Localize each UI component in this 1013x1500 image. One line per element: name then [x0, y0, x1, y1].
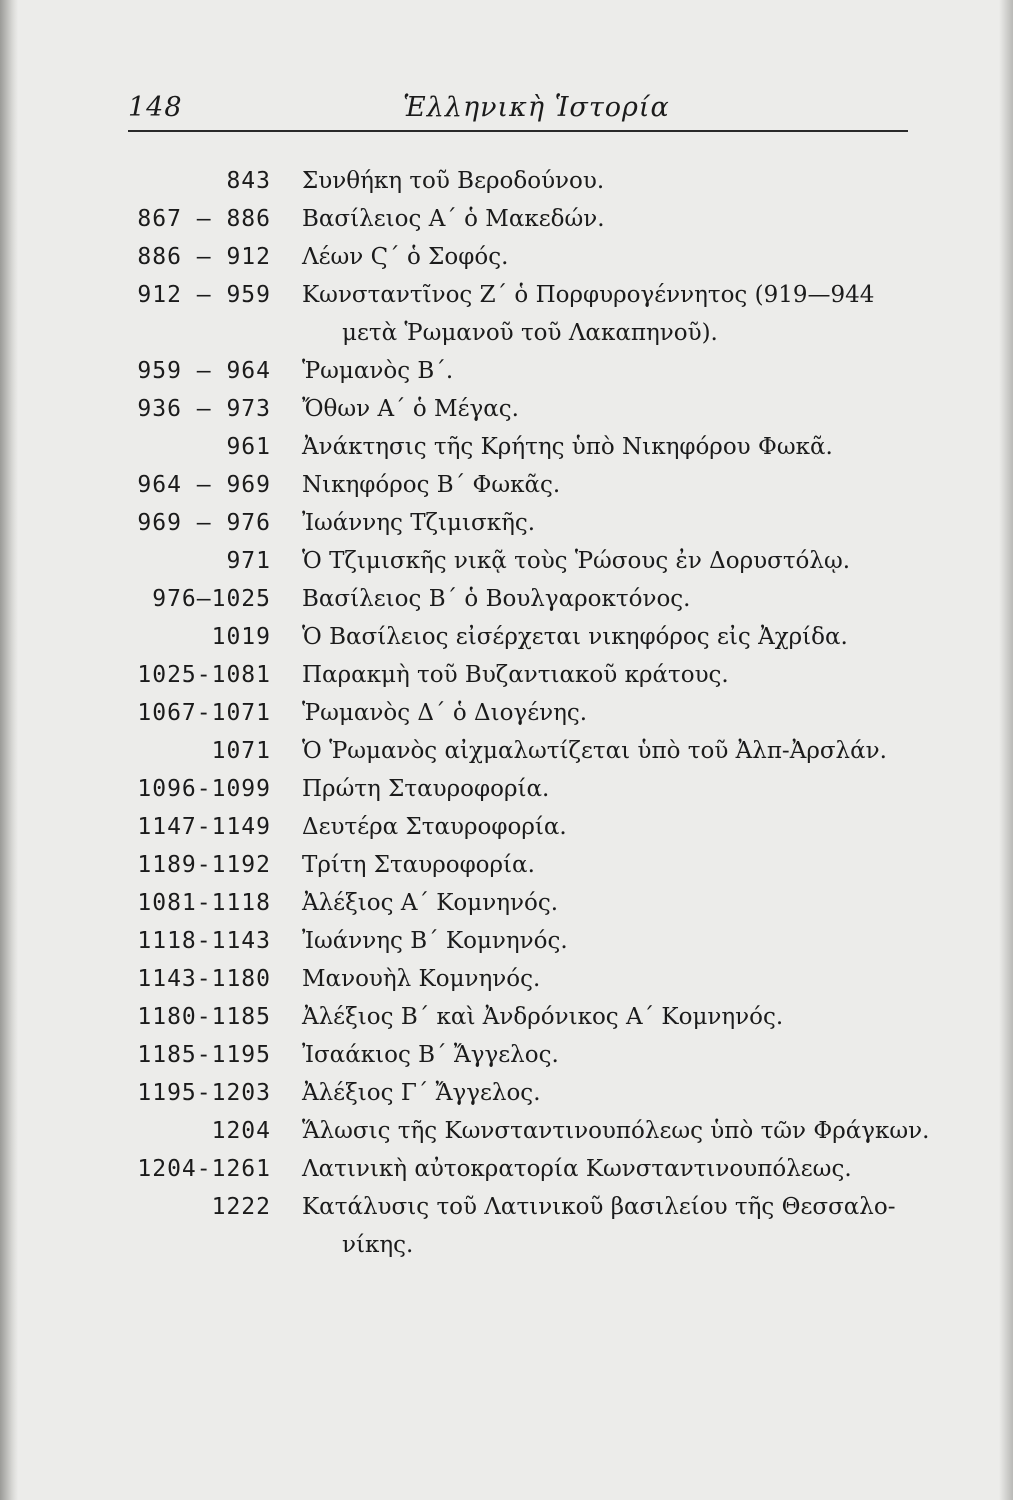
entry-text: Πρώτη Σταυροφορία. [302, 776, 550, 802]
entry-text: Ἀλέξιος Β΄ καὶ Ἀνδρόνικος Α΄ Κομνηνός. [302, 1004, 784, 1030]
chronology-entry [0, 846, 1013, 884]
entry-date: 936 — 973 [137, 396, 271, 422]
entry-date: 1185-1195 [137, 1042, 271, 1068]
chronology-entry [0, 276, 1013, 352]
chronology-entry [0, 960, 1013, 998]
chronology-entry [0, 1036, 1013, 1074]
entry-date: 1204-1261 [137, 1156, 271, 1182]
entry-date: 1081-1118 [137, 890, 271, 916]
entry-text: Ἅλωσις τῆς Κωνσταντινουπόλεως ὑπὸ τῶν Φράγκων. [302, 1118, 930, 1144]
entry-date: 961 [226, 434, 271, 460]
chronology-entry [0, 352, 1013, 390]
chronology-entry [0, 694, 1013, 732]
entry-date: 1222 [211, 1194, 271, 1220]
entry-text-continuation: μετὰ Ῥωμανοῦ τοῦ Λακαπηνοῦ). [342, 320, 718, 346]
chronology-entry [0, 428, 1013, 466]
entry-date: 959 — 964 [137, 358, 271, 384]
entry-date: 886 — 912 [137, 244, 271, 270]
entry-text: Βασίλειος Β΄ ὁ Βουλγαροκτόνος. [302, 586, 691, 612]
chronology-entry [0, 200, 1013, 238]
header-rule [128, 130, 908, 132]
entry-date: 969 — 976 [137, 510, 271, 536]
entry-text: Κωνσταντῖνος Ζ΄ ὁ Πορφυρογέννητος (919—944 [302, 282, 875, 308]
entry-date: 1143-1180 [137, 966, 271, 992]
page-number: 148 [128, 92, 183, 123]
entry-text: Ἀλέξιος Α΄ Κομνηνός. [302, 890, 559, 916]
chronology-entry [0, 580, 1013, 618]
entry-text: Ῥωμανὸς Δ΄ ὁ Διογένης. [302, 700, 588, 726]
entry-date: 1204 [211, 1118, 271, 1144]
chronology-list [0, 162, 1013, 1264]
entry-date: 1195-1203 [137, 1080, 271, 1106]
running-title: Ἑλληνικὴ Ἱστορία [403, 92, 670, 123]
entry-text: Νικηφόρος Β΄ Φωκᾶς. [302, 472, 561, 498]
entry-date: 976—1025 [152, 586, 271, 612]
page-header [128, 92, 908, 132]
entry-text: Μανουὴλ Κομνηνός. [302, 966, 541, 992]
entry-date: 1071 [211, 738, 271, 764]
entry-text: Κατάλυσις τοῦ Λατινικοῦ βασιλείου τῆς Θεσσαλο- [302, 1194, 896, 1220]
entry-date: 1147-1149 [137, 814, 271, 840]
chronology-entry [0, 466, 1013, 504]
entry-date: 843 [226, 168, 271, 194]
entry-date: 971 [226, 548, 271, 574]
entry-text: Ἰωάννης Β΄ Κομνηνός. [302, 928, 568, 954]
chronology-entry [0, 884, 1013, 922]
chronology-entry [0, 390, 1013, 428]
entry-date: 1019 [211, 624, 271, 650]
entry-date: 1096-1099 [137, 776, 271, 802]
entry-text: Ὄθων Α΄ ὁ Μέγας. [302, 396, 519, 422]
chronology-entry [0, 770, 1013, 808]
chronology-entry [0, 1112, 1013, 1150]
entry-text-continuation: νίκης. [342, 1232, 414, 1258]
chronology-entry [0, 162, 1013, 200]
entry-date: 1025-1081 [137, 662, 271, 688]
entry-date: 912 — 959 [137, 282, 271, 308]
entry-text: Τρίτη Σταυροφορία. [302, 852, 535, 878]
entry-text: Λέων Ϛ΄ ὁ Σοφός. [302, 244, 509, 270]
entry-text-block [302, 1188, 902, 1264]
chronology-entry [0, 618, 1013, 656]
entry-text: Ῥωμανὸς Β΄. [302, 358, 454, 384]
entry-text: Δευτέρα Σταυροφορία. [302, 814, 567, 840]
entry-text: Συνθήκη τοῦ Βεροδούνου. [302, 168, 605, 194]
chronology-entry [0, 732, 1013, 770]
entry-text: Ἰωάννης Τζιμισκῆς. [302, 510, 536, 536]
chronology-entry [0, 808, 1013, 846]
entry-text-block [302, 276, 902, 352]
chronology-entry [0, 542, 1013, 580]
chronology-entry [0, 1188, 1013, 1264]
entry-text: Ἀλέξιος Γ΄ Ἄγγελος. [302, 1080, 541, 1106]
chronology-entry [0, 922, 1013, 960]
entry-text: Παρακμὴ τοῦ Βυζαντιακοῦ κράτους. [302, 662, 729, 688]
entry-date: 1189-1192 [137, 852, 271, 878]
entry-text: Ὁ Τζιμισκῆς νικᾷ τοὺς Ῥώσους ἐν Δορυστόλῳ. [302, 548, 851, 574]
entry-date: 1180-1185 [137, 1004, 271, 1030]
entry-text: Ὁ Βασίλειος εἰσέρχεται νικηφόρος εἰς Ἀχρίδα. [302, 624, 848, 650]
chronology-entry [0, 1150, 1013, 1188]
chronology-entry [0, 238, 1013, 276]
chronology-entry [0, 504, 1013, 542]
entry-text: Ὁ Ῥωμανὸς αἰχμαλωτίζεται ὑπὸ τοῦ Ἀλπ-Ἀρσλάν. [302, 738, 887, 764]
chronology-entry [0, 1074, 1013, 1112]
entry-date: 1118-1143 [137, 928, 271, 954]
entry-date: 1067-1071 [137, 700, 271, 726]
entry-text: Βασίλειος Α΄ ὁ Μακεδών. [302, 206, 605, 232]
entry-date: 964 — 969 [137, 472, 271, 498]
entry-date: 867 — 886 [137, 206, 271, 232]
chronology-entry [0, 656, 1013, 694]
entry-text: Λατινικὴ αὐτοκρατορία Κωνσταντινουπόλεως. [302, 1156, 852, 1182]
chronology-entry [0, 998, 1013, 1036]
entry-text: Ἀνάκτησις τῆς Κρήτης ὑπὸ Νικηφόρου Φωκᾶ. [302, 434, 833, 460]
entry-text: Ἰσαάκιος Β΄ Ἄγγελος. [302, 1042, 559, 1068]
